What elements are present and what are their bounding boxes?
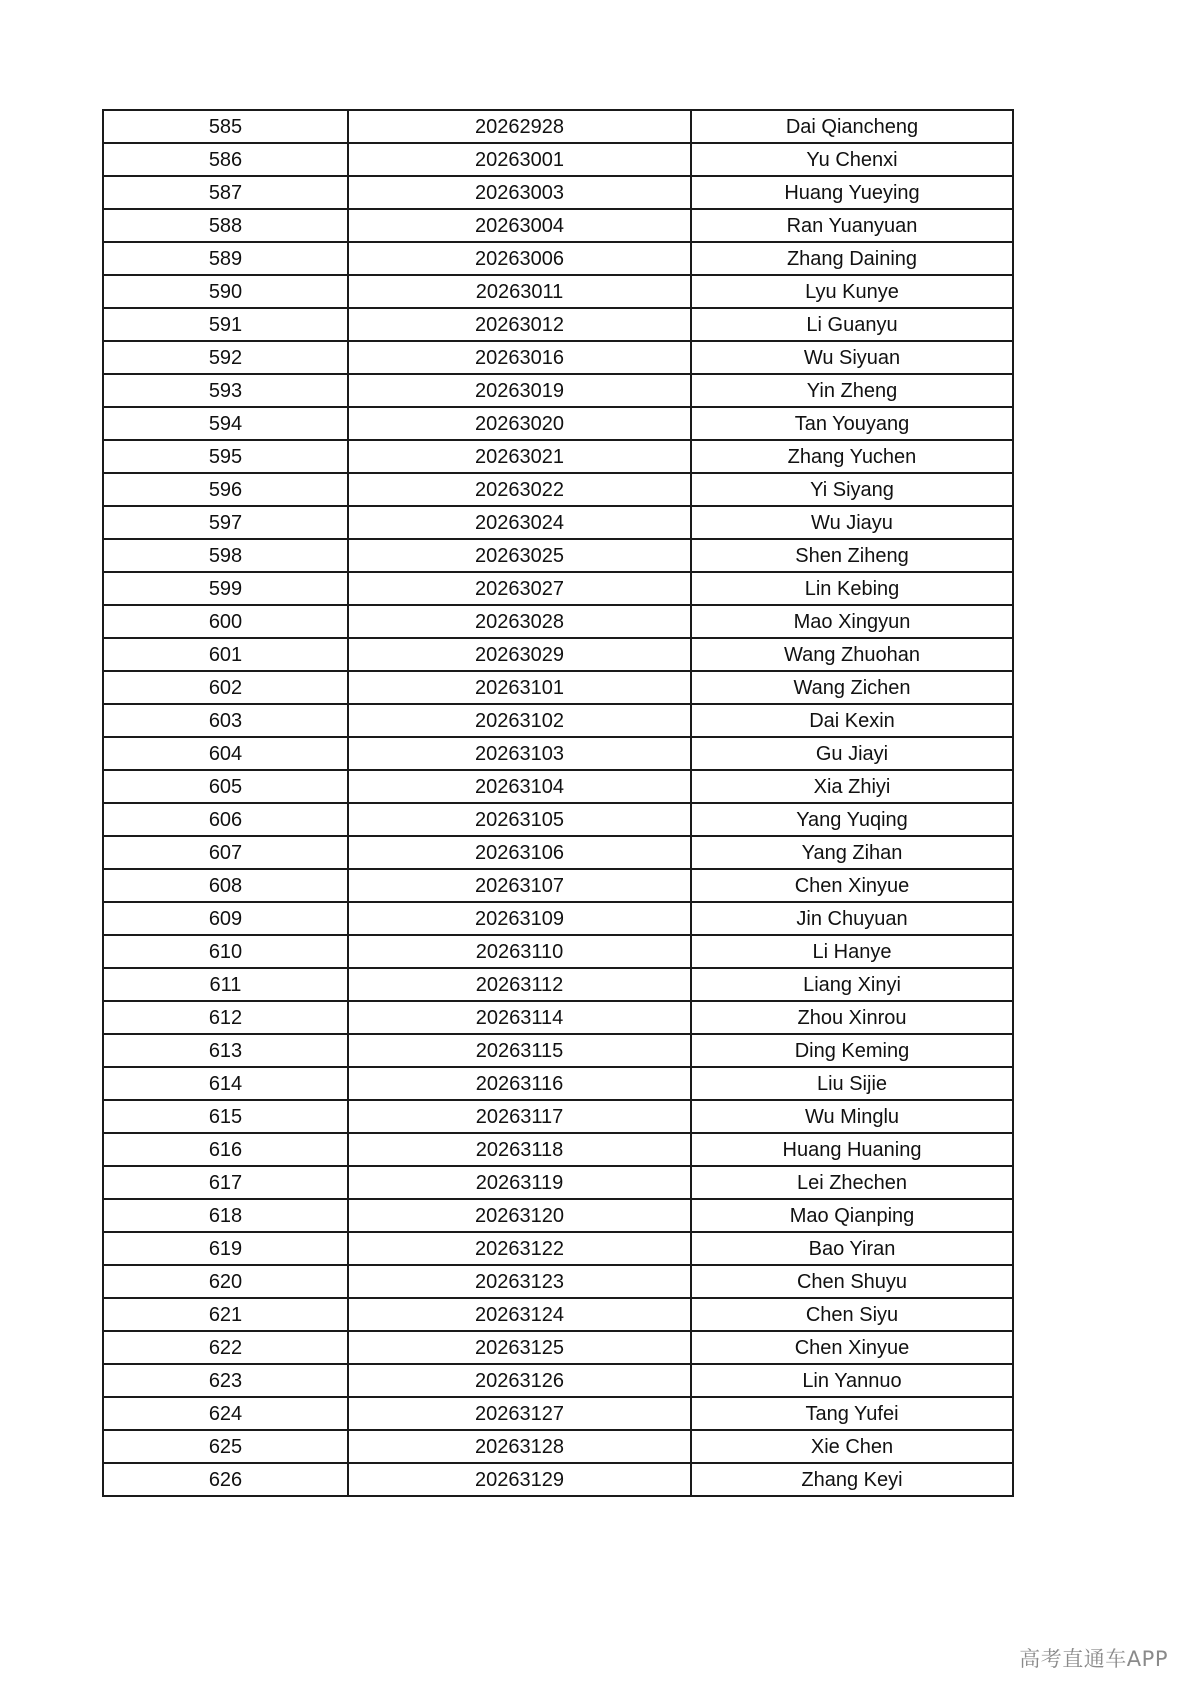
seq-cell: 624 bbox=[103, 1397, 348, 1430]
student-id-cell: 20263012 bbox=[348, 308, 691, 341]
table-row bbox=[103, 1199, 1013, 1232]
seq-cell: 585 bbox=[103, 110, 348, 143]
student-id-cell: 20263019 bbox=[348, 374, 691, 407]
table-row bbox=[103, 1463, 1013, 1496]
table-row bbox=[103, 869, 1013, 902]
seq-cell: 592 bbox=[103, 341, 348, 374]
student-id-cell: 20263006 bbox=[348, 242, 691, 275]
seq-cell: 591 bbox=[103, 308, 348, 341]
table-row bbox=[103, 737, 1013, 770]
seq-cell: 586 bbox=[103, 143, 348, 176]
table-row bbox=[103, 671, 1013, 704]
seq-cell: 604 bbox=[103, 737, 348, 770]
table-row bbox=[103, 1430, 1013, 1463]
student-id-cell: 20263114 bbox=[348, 1001, 691, 1034]
student-id-cell: 20263109 bbox=[348, 902, 691, 935]
seq-cell: 626 bbox=[103, 1463, 348, 1496]
name-cell: Dai Kexin bbox=[691, 704, 1013, 737]
student-id-cell: 20263110 bbox=[348, 935, 691, 968]
student-id-cell: 20263101 bbox=[348, 671, 691, 704]
student-id-cell: 20263112 bbox=[348, 968, 691, 1001]
seq-cell: 611 bbox=[103, 968, 348, 1001]
seq-cell: 601 bbox=[103, 638, 348, 671]
student-id-cell: 20263022 bbox=[348, 473, 691, 506]
roster-table bbox=[102, 109, 1014, 1497]
seq-cell: 623 bbox=[103, 1364, 348, 1397]
student-id-cell: 20263119 bbox=[348, 1166, 691, 1199]
name-cell: Mao Qianping bbox=[691, 1199, 1013, 1232]
student-id-cell: 20263116 bbox=[348, 1067, 691, 1100]
watermark-text: 高考直通车APP bbox=[1019, 1647, 1168, 1671]
seq-cell: 617 bbox=[103, 1166, 348, 1199]
student-id-cell: 20263124 bbox=[348, 1298, 691, 1331]
name-cell: Yi Siyang bbox=[691, 473, 1013, 506]
name-cell: Chen Shuyu bbox=[691, 1265, 1013, 1298]
table-row bbox=[103, 209, 1013, 242]
table-row bbox=[103, 506, 1013, 539]
name-cell: Zhang Daining bbox=[691, 242, 1013, 275]
table-row bbox=[103, 572, 1013, 605]
name-cell: Tang Yufei bbox=[691, 1397, 1013, 1430]
table-row bbox=[103, 143, 1013, 176]
seq-cell: 615 bbox=[103, 1100, 348, 1133]
name-cell: Jin Chuyuan bbox=[691, 902, 1013, 935]
seq-cell: 599 bbox=[103, 572, 348, 605]
student-id-cell: 20263106 bbox=[348, 836, 691, 869]
table-row bbox=[103, 1397, 1013, 1430]
student-id-cell: 20263020 bbox=[348, 407, 691, 440]
student-id-cell: 20263128 bbox=[348, 1430, 691, 1463]
table-row bbox=[103, 836, 1013, 869]
table-row bbox=[103, 407, 1013, 440]
seq-cell: 589 bbox=[103, 242, 348, 275]
seq-cell: 595 bbox=[103, 440, 348, 473]
name-cell: Liu Sijie bbox=[691, 1067, 1013, 1100]
table-row bbox=[103, 902, 1013, 935]
seq-cell: 598 bbox=[103, 539, 348, 572]
name-cell: Yin Zheng bbox=[691, 374, 1013, 407]
name-cell: Xie Chen bbox=[691, 1430, 1013, 1463]
student-id-cell: 20262928 bbox=[348, 110, 691, 143]
seq-cell: 602 bbox=[103, 671, 348, 704]
name-cell: Lyu Kunye bbox=[691, 275, 1013, 308]
table-row bbox=[103, 473, 1013, 506]
name-cell: Yang Yuqing bbox=[691, 803, 1013, 836]
seq-cell: 621 bbox=[103, 1298, 348, 1331]
table-row bbox=[103, 770, 1013, 803]
name-cell: Huang Huaning bbox=[691, 1133, 1013, 1166]
seq-cell: 593 bbox=[103, 374, 348, 407]
student-id-cell: 20263003 bbox=[348, 176, 691, 209]
name-cell: Bao Yiran bbox=[691, 1232, 1013, 1265]
name-cell: Zhang Yuchen bbox=[691, 440, 1013, 473]
seq-cell: 587 bbox=[103, 176, 348, 209]
table-row bbox=[103, 1298, 1013, 1331]
student-id-cell: 20263016 bbox=[348, 341, 691, 374]
table-row bbox=[103, 341, 1013, 374]
student-id-cell: 20263103 bbox=[348, 737, 691, 770]
roster-table-body bbox=[103, 110, 1013, 1496]
student-id-cell: 20263027 bbox=[348, 572, 691, 605]
name-cell: Wang Zhuohan bbox=[691, 638, 1013, 671]
student-id-cell: 20263024 bbox=[348, 506, 691, 539]
seq-cell: 590 bbox=[103, 275, 348, 308]
student-id-cell: 20263102 bbox=[348, 704, 691, 737]
name-cell: Huang Yueying bbox=[691, 176, 1013, 209]
name-cell: Wang Zichen bbox=[691, 671, 1013, 704]
table-row bbox=[103, 275, 1013, 308]
name-cell: Wu Minglu bbox=[691, 1100, 1013, 1133]
name-cell: Chen Xinyue bbox=[691, 1331, 1013, 1364]
seq-cell: 610 bbox=[103, 935, 348, 968]
table-row bbox=[103, 176, 1013, 209]
seq-cell: 608 bbox=[103, 869, 348, 902]
student-id-cell: 20263021 bbox=[348, 440, 691, 473]
table-row bbox=[103, 935, 1013, 968]
student-id-cell: 20263127 bbox=[348, 1397, 691, 1430]
seq-cell: 606 bbox=[103, 803, 348, 836]
table-row bbox=[103, 308, 1013, 341]
student-id-cell: 20263115 bbox=[348, 1034, 691, 1067]
name-cell: Lin Kebing bbox=[691, 572, 1013, 605]
name-cell: Liang Xinyi bbox=[691, 968, 1013, 1001]
table-row bbox=[103, 242, 1013, 275]
table-row bbox=[103, 605, 1013, 638]
student-id-cell: 20263001 bbox=[348, 143, 691, 176]
table-row bbox=[103, 440, 1013, 473]
table-row bbox=[103, 803, 1013, 836]
seq-cell: 622 bbox=[103, 1331, 348, 1364]
table-row bbox=[103, 1232, 1013, 1265]
name-cell: Shen Ziheng bbox=[691, 539, 1013, 572]
table-row bbox=[103, 968, 1013, 1001]
name-cell: Wu Siyuan bbox=[691, 341, 1013, 374]
table-row bbox=[103, 1133, 1013, 1166]
name-cell: Yang Zihan bbox=[691, 836, 1013, 869]
table-row bbox=[103, 638, 1013, 671]
student-id-cell: 20263004 bbox=[348, 209, 691, 242]
seq-cell: 618 bbox=[103, 1199, 348, 1232]
seq-cell: 612 bbox=[103, 1001, 348, 1034]
seq-cell: 616 bbox=[103, 1133, 348, 1166]
name-cell: Lin Yannuo bbox=[691, 1364, 1013, 1397]
table-row bbox=[103, 1067, 1013, 1100]
name-cell: Chen Xinyue bbox=[691, 869, 1013, 902]
student-id-cell: 20263129 bbox=[348, 1463, 691, 1496]
table-row bbox=[103, 1100, 1013, 1133]
seq-cell: 613 bbox=[103, 1034, 348, 1067]
student-id-cell: 20263122 bbox=[348, 1232, 691, 1265]
name-cell: Yu Chenxi bbox=[691, 143, 1013, 176]
seq-cell: 594 bbox=[103, 407, 348, 440]
seq-cell: 603 bbox=[103, 704, 348, 737]
table-row bbox=[103, 110, 1013, 143]
seq-cell: 596 bbox=[103, 473, 348, 506]
name-cell: Zhang Keyi bbox=[691, 1463, 1013, 1496]
student-id-cell: 20263028 bbox=[348, 605, 691, 638]
student-id-cell: 20263025 bbox=[348, 539, 691, 572]
name-cell: Zhou Xinrou bbox=[691, 1001, 1013, 1034]
table-row bbox=[103, 374, 1013, 407]
student-id-cell: 20263120 bbox=[348, 1199, 691, 1232]
table-row bbox=[103, 1265, 1013, 1298]
name-cell: Gu Jiayi bbox=[691, 737, 1013, 770]
student-id-cell: 20263117 bbox=[348, 1100, 691, 1133]
table-row bbox=[103, 1034, 1013, 1067]
name-cell: Dai Qiancheng bbox=[691, 110, 1013, 143]
table-row bbox=[103, 1331, 1013, 1364]
name-cell: Li Guanyu bbox=[691, 308, 1013, 341]
name-cell: Wu Jiayu bbox=[691, 506, 1013, 539]
name-cell: Xia Zhiyi bbox=[691, 770, 1013, 803]
seq-cell: 588 bbox=[103, 209, 348, 242]
name-cell: Ran Yuanyuan bbox=[691, 209, 1013, 242]
name-cell: Mao Xingyun bbox=[691, 605, 1013, 638]
seq-cell: 600 bbox=[103, 605, 348, 638]
student-id-cell: 20263011 bbox=[348, 275, 691, 308]
seq-cell: 619 bbox=[103, 1232, 348, 1265]
table-row bbox=[103, 704, 1013, 737]
table-row bbox=[103, 539, 1013, 572]
student-id-cell: 20263104 bbox=[348, 770, 691, 803]
name-cell: Li Hanye bbox=[691, 935, 1013, 968]
name-cell: Lei Zhechen bbox=[691, 1166, 1013, 1199]
student-id-cell: 20263123 bbox=[348, 1265, 691, 1298]
name-cell: Chen Siyu bbox=[691, 1298, 1013, 1331]
student-id-cell: 20263118 bbox=[348, 1133, 691, 1166]
table-row bbox=[103, 1364, 1013, 1397]
seq-cell: 607 bbox=[103, 836, 348, 869]
student-id-cell: 20263125 bbox=[348, 1331, 691, 1364]
seq-cell: 625 bbox=[103, 1430, 348, 1463]
student-id-cell: 20263029 bbox=[348, 638, 691, 671]
seq-cell: 605 bbox=[103, 770, 348, 803]
table-row bbox=[103, 1166, 1013, 1199]
seq-cell: 597 bbox=[103, 506, 348, 539]
name-cell: Tan Youyang bbox=[691, 407, 1013, 440]
student-id-cell: 20263105 bbox=[348, 803, 691, 836]
table-row bbox=[103, 1001, 1013, 1034]
seq-cell: 609 bbox=[103, 902, 348, 935]
student-id-cell: 20263107 bbox=[348, 869, 691, 902]
seq-cell: 620 bbox=[103, 1265, 348, 1298]
student-id-cell: 20263126 bbox=[348, 1364, 691, 1397]
name-cell: Ding Keming bbox=[691, 1034, 1013, 1067]
seq-cell: 614 bbox=[103, 1067, 348, 1100]
